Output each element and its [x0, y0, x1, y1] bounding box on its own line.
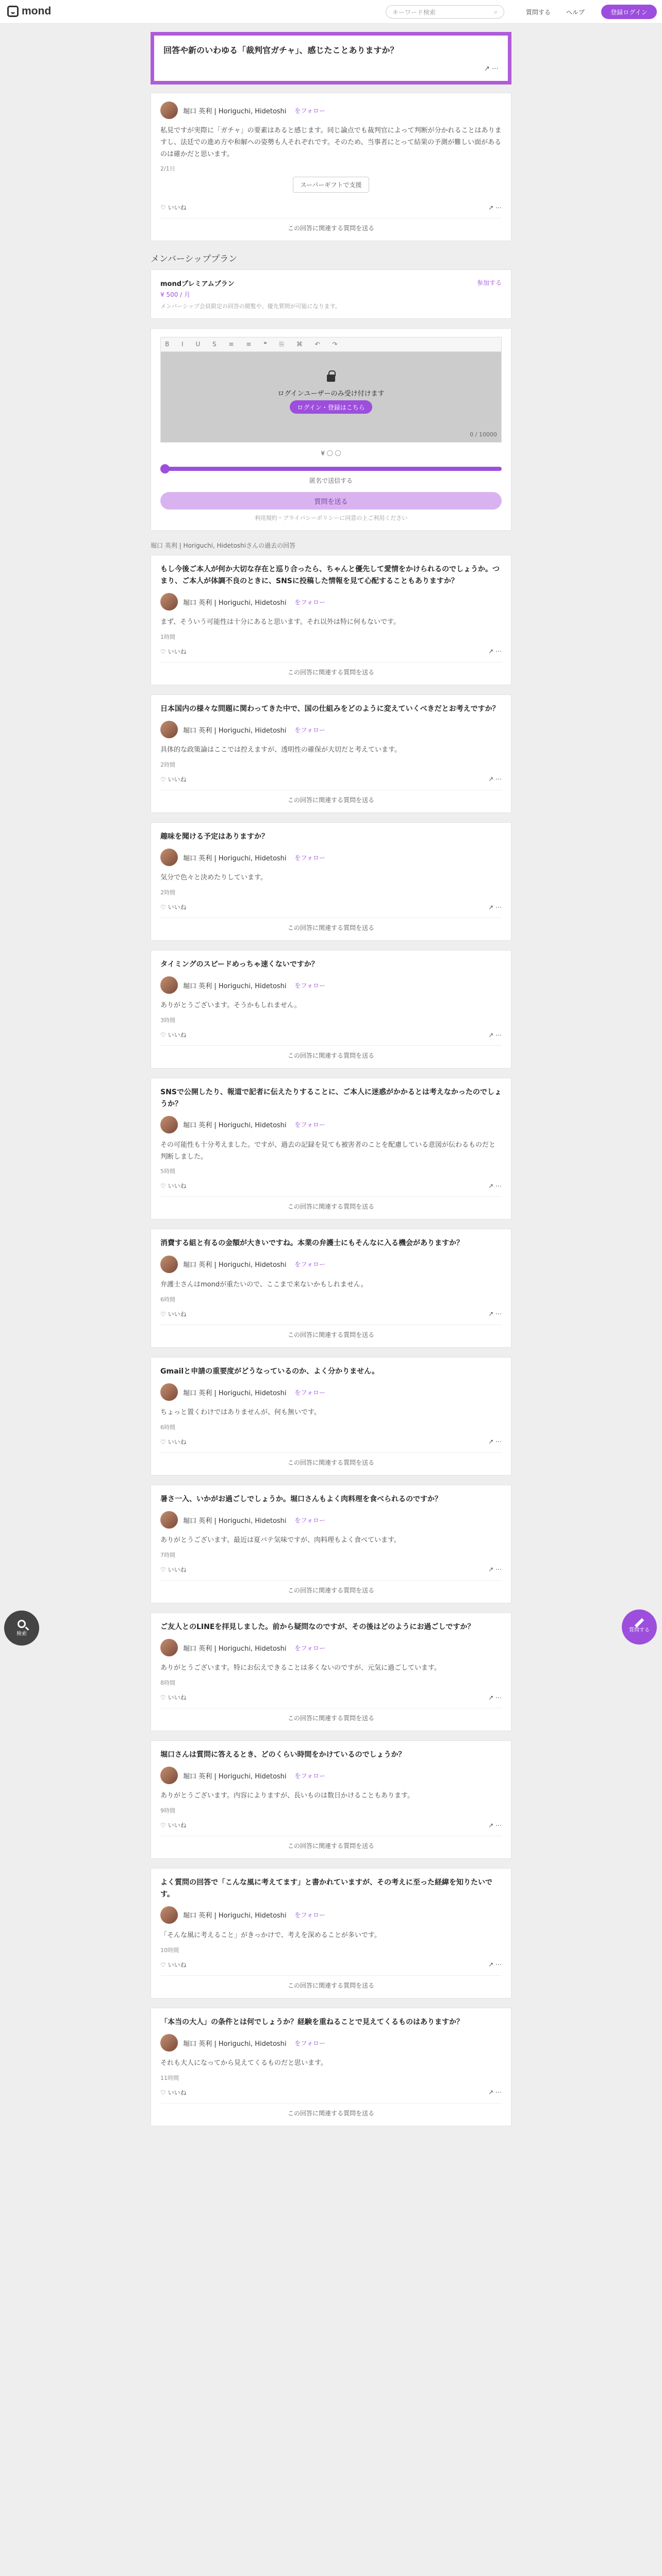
submit-button[interactable]: 質問を送る [160, 492, 502, 510]
help-link[interactable]: ヘルプ [566, 9, 585, 16]
answer-date: 2時間 [160, 889, 175, 896]
question-text[interactable]: 消費する組と有るの金額が大きいですね。本業の弁護士にもそんなに入る機会がありますか？ [160, 1239, 464, 1248]
avatar[interactable] [160, 1511, 178, 1529]
logo[interactable] [7, 5, 51, 18]
logo-icon [7, 6, 19, 17]
answer-body: 私見ですが実際に「ガチャ」の要素はあると感じます。同じ論点でも裁判官によって判断が分かれることはありますし、法廷での進め方や和解への姿勢も人それぞれです。そのため、当事者にとって結果の予測が難しい面があるのは確かだと思います。 [160, 127, 502, 158]
answerer-name[interactable]: 堀口 英利 | Horiguchi, Hidetoshi [183, 1122, 287, 1130]
answer-body: それも大人になってから見えてくるものだと思います。 [160, 2059, 327, 2067]
answer-date: 9時間 [160, 1807, 175, 1815]
answer-card [151, 2008, 511, 2126]
question-text[interactable]: SNSで公開したり、報道で記者に伝えたりすることに、ご本人に迷惑がかかるとは考えなかったのでしょうか？ [160, 1088, 502, 1108]
login-label: 登録ログイン [610, 8, 648, 16]
editor-toolbar[interactable]: B I U S ≡ ≡ ❝ ⎘ ⌘ ↶ ↷ [160, 337, 502, 352]
answerer-name[interactable]: 堀口 英利 | Horiguchi, Hidetoshi [183, 107, 287, 115]
like-button[interactable]: ♡ いいね [160, 1031, 187, 1039]
related-question-link[interactable]: この回答に関連する質問を送る [160, 2103, 502, 2117]
answer-date: 8時間 [160, 1680, 175, 1687]
answer-card [151, 694, 511, 813]
slider-thumb[interactable] [160, 464, 170, 473]
answer-body: ちょっと置くわけではありませんが、何も無いです。 [160, 1409, 321, 1417]
related-question-link[interactable]: この回答に関連する質問を送る [160, 1708, 502, 1722]
search-placeholder: キーワード検索 [392, 8, 436, 16]
share-icon[interactable]: ↗ ⋯ [488, 1031, 502, 1039]
question-text[interactable]: Gmailと申請の重要度がどうなっているのか、よく分かりません。 [160, 1367, 379, 1376]
answer-card [151, 822, 511, 941]
question-text[interactable]: 「本当の大人」の条件とは何でしょうか？経験を重ねることで見えてくるものはありますか？ [160, 2018, 464, 2026]
membership-card [151, 269, 511, 319]
float-ask-label: 質問する [629, 1627, 650, 1633]
price-selector[interactable]: ¥ 〇 〇 [321, 450, 341, 457]
question-text[interactable]: 堀口さんは質問に答えるとき、どのくらい時間をかけているのでしょうか？ [160, 1751, 406, 1759]
answer-body: 弁護士さんはmondが重たいので、ここまで来ないかもしれません。 [160, 1280, 368, 1289]
answer-date: 10時間 [160, 1946, 179, 1954]
share-icon[interactable]: ↗ ⋯ [488, 1566, 502, 1573]
question-text[interactable]: よく質問の回答で「こんな風に考えてます」と書かれていますが、その考えに至った経緯を知りたいです。 [160, 1878, 492, 1899]
terms-note: 利用規約・プライバシーポリシーに同意の上ご利用ください [254, 515, 408, 522]
answerer-name[interactable]: 堀口 英利 | Horiguchi, Hidetoshi [183, 2040, 287, 2048]
lock-icon [327, 375, 335, 382]
question-text[interactable]: タイミングのスピードめっちゃ速くないですか？ [160, 960, 319, 969]
related-question-link[interactable]: この回答に関連する質問を送る [160, 790, 502, 804]
share-icon[interactable]: ↗ ⋯ [488, 1310, 502, 1318]
main-column [151, 32, 511, 2136]
answer-date: 2時間 [160, 761, 175, 768]
related-question-link[interactable]: この回答に関連する質問を送る [160, 1580, 502, 1595]
float-search-label: 検索 [16, 1631, 27, 1637]
membership-desc: メンバーシップ会員限定の回答の閲覧や、優先質問が可能になります。 [160, 303, 341, 310]
question-text[interactable]: もし今後ご本人が何か大切な存在と巡り合ったら、ちゃんと優先して愛情をかけられるのでしょうか。つまり、ご本人が体調不良のときに、SNSに投稿した情報を見て心配することもありますか？ [160, 565, 500, 585]
like-button[interactable]: ♡ いいね [160, 1566, 187, 1573]
related-question-link[interactable]: この回答に関連する質問を送る [160, 918, 502, 932]
like-button[interactable]: ♡ いいね [160, 1438, 187, 1446]
follow-button[interactable]: をフォロー [294, 1644, 325, 1652]
avatar[interactable] [160, 593, 178, 611]
price-slider[interactable] [160, 467, 502, 471]
gift-button[interactable]: スーパーギフトで支援 [293, 177, 370, 193]
search-input[interactable] [386, 5, 504, 19]
follow-button[interactable]: をフォロー [294, 1772, 325, 1780]
answerer-name[interactable]: 堀口 英利 | Horiguchi, Hidetoshi [183, 726, 287, 735]
answer-card [151, 1078, 511, 1219]
answer-body: 気分で色々と決めたりしています。 [160, 874, 267, 882]
membership-join-link[interactable]: 参加する [476, 279, 502, 287]
search-icon [18, 1620, 26, 1628]
like-button[interactable]: ♡ いいね [160, 1310, 187, 1318]
answerer-name[interactable]: 堀口 英利 | Horiguchi, Hidetoshi [183, 1772, 287, 1781]
answer-body: 「そんな風に考えること」がきっかけで、考えを深めることが多いです。 [160, 1931, 381, 1939]
answerer-name[interactable]: 堀口 英利 | Horiguchi, Hidetoshi [183, 599, 287, 607]
float-search-button[interactable] [4, 1611, 39, 1646]
share-icon[interactable]: ↗ ⋯ [488, 903, 502, 911]
share-icon[interactable]: ↗ ⋯ [488, 1182, 502, 1190]
answer-card [151, 1229, 511, 1347]
answer-date: 7時間 [160, 1551, 175, 1558]
avatar[interactable] [160, 101, 178, 119]
answer-card [151, 950, 511, 1069]
like-button[interactable]: ♡ いいね [160, 1961, 187, 1969]
share-icon[interactable]: ↗ ⋯ [488, 648, 502, 655]
share-icon[interactable]: ↗ ⋯ [488, 1438, 502, 1446]
float-ask-button[interactable] [622, 1609, 657, 1645]
answer-card [151, 1868, 511, 1998]
avatar[interactable] [160, 2034, 178, 2052]
answer-body: 具体的な政策論はここでは控えますが、透明性の確保が大切だと考えています。 [160, 746, 401, 754]
like-button[interactable]: ♡ いいね [160, 2089, 187, 2096]
membership-price: ¥ 500 / 月 [160, 291, 191, 299]
answerer-name[interactable]: 堀口 英利 | Horiguchi, Hidetoshi [183, 1912, 287, 1920]
share-icon[interactable]: ↗ ⋯ [488, 1961, 502, 1969]
avatar[interactable] [160, 1906, 178, 1924]
login-required-note: ログインユーザーのみ受け付けます [277, 390, 385, 398]
char-counter: 0 / 10000 [470, 431, 497, 438]
question-text[interactable]: 暑さ一入、いかがお過ごしでしょうか。堀口さんもよく肉料理を食べられるのですか？ [160, 1495, 442, 1503]
answer-body: ありがとうございます。内容によりますが、長いものは数日かけることもあります。 [160, 1792, 414, 1800]
answerer-name[interactable]: 堀口 英利 | Horiguchi, Hidetoshi [183, 1645, 287, 1653]
answer-date: 6時間 [160, 1423, 175, 1431]
related-question-link[interactable]: この回答に関連する質問を送る [160, 1045, 502, 1060]
answer-date: 6時間 [160, 1296, 175, 1303]
follow-button[interactable]: をフォロー [294, 1911, 325, 1919]
question-editor [151, 328, 511, 531]
share-icon[interactable]: ↗ ⋯ [488, 1821, 502, 1829]
share-icon[interactable]: ↗ ⋯ [488, 1693, 502, 1701]
answer-body: ありがとうございます。特にお伝えできることは多くないのですが、元気に過ごしています。 [160, 1664, 441, 1672]
answer-card [151, 1357, 511, 1476]
answerer-name[interactable]: 堀口 英利 | Horiguchi, Hidetoshi [183, 1517, 287, 1525]
avatar[interactable] [160, 721, 178, 738]
like-button[interactable]: ♡ いいね [160, 648, 187, 655]
question-text[interactable]: 日本国内の様々な問題に関わってきた中で、国の仕組みをどのように変えていくべきだとお考えですか？ [160, 704, 500, 713]
answer-card [151, 555, 511, 685]
editor-login-button[interactable]: ログイン・登録はこちら [290, 400, 372, 414]
answer-card [151, 1613, 511, 1731]
answerer-name[interactable]: 堀口 英利 | Horiguchi, Hidetoshi [183, 854, 287, 862]
share-icon[interactable]: ↗ ⋯ [488, 2089, 502, 2096]
answer-card [151, 93, 511, 241]
avatar[interactable] [160, 1256, 178, 1273]
related-question-link[interactable]: この回答に関連する質問を送る [160, 1196, 502, 1211]
question-hero [151, 32, 511, 84]
related-question-link[interactable]: この回答に関連する質問を送る [160, 218, 502, 232]
related-question-link[interactable]: この回答に関連する質問を送る [160, 1836, 502, 1850]
related-question-link[interactable]: この回答に関連する質問を送る [160, 1452, 502, 1467]
follow-button[interactable]: をフォロー [294, 726, 325, 734]
answer-body: ありがとうございます。そうかもしれません。 [160, 1002, 301, 1010]
follow-button[interactable]: をフォロー [294, 598, 325, 606]
related-question-link[interactable]: この回答に関連する質問を送る [160, 1975, 502, 1990]
logo-text: mond [22, 5, 52, 17]
follow-button[interactable]: をフォロー [294, 981, 325, 989]
question-text[interactable]: ご友人とのLINEを拝見しました。前から疑問なのですが、その後はどのようにお過ごしですか？ [160, 1622, 475, 1631]
question-text[interactable]: 趣味を聞ける予定はありますか？ [160, 832, 269, 841]
like-button[interactable]: ♡ いいね [160, 775, 187, 783]
follow-button[interactable]: をフォロー [294, 2039, 325, 2047]
follow-button[interactable]: をフォロー [294, 1388, 325, 1396]
related-question-link[interactable]: この回答に関連する質問を送る [160, 1325, 502, 1339]
top-bar [0, 0, 662, 24]
answer-card [151, 1485, 511, 1603]
like-button[interactable]: ♡ いいね [160, 904, 187, 911]
follow-button[interactable]: をフォロー [294, 1261, 325, 1268]
answerer-name[interactable]: 堀口 英利 | Horiguchi, Hidetoshi [183, 1389, 287, 1397]
share-icon[interactable]: ↗ ⋯ [484, 65, 499, 73]
answerer-name[interactable]: 堀口 英利 | Horiguchi, Hidetoshi [183, 1261, 287, 1269]
like-button[interactable]: ♡ いいね [160, 1182, 187, 1190]
related-question-link[interactable]: この回答に関連する質問を送る [160, 662, 502, 676]
follow-button[interactable]: をフォロー [294, 1516, 325, 1524]
answer-body: その可能性も十分考えました。ですが、過去の記録を見ても被害者のことを配慮している意図が伝わるものだと判断しました。 [160, 1141, 496, 1161]
answer-body: まず、そういう可能性は十分にあると思います。それ以外は特に何もないです。 [160, 618, 400, 626]
share-icon[interactable]: ↗ ⋯ [488, 204, 502, 211]
answer-body: ありがとうございます。最近は夏バテ気味ですが、肉料理もよく食べています。 [160, 1536, 401, 1545]
answer-date: 5時間 [160, 1168, 175, 1175]
avatar[interactable] [160, 849, 178, 866]
search-icon: ⌕ [494, 8, 498, 15]
anonymous-checkbox[interactable]: 匿名で送信する [309, 477, 353, 485]
avatar[interactable] [160, 976, 178, 994]
share-icon[interactable]: ↗ ⋯ [488, 775, 502, 783]
answer-date: 1時間 [160, 633, 175, 640]
answers-list [151, 555, 511, 2126]
like-button[interactable]: ♡ いいね [160, 1694, 187, 1702]
avatar[interactable] [160, 1116, 178, 1133]
avatar[interactable] [160, 1767, 178, 1784]
answer-card [151, 1740, 511, 1859]
follow-button[interactable]: をフォロー [294, 854, 325, 861]
avatar[interactable] [160, 1639, 178, 1656]
editor-textarea[interactable] [160, 352, 502, 443]
question-title: 回答や新のいわゆる「裁判官ガチャ」、感じたことありますか？ [163, 45, 399, 55]
login-button[interactable] [601, 5, 657, 19]
post-link[interactable]: 質問する [526, 9, 551, 16]
membership-section-title: メンバーシッププラン [151, 254, 238, 265]
like-button[interactable]: ♡ いいね [160, 1822, 187, 1829]
like-button[interactable]: ♡ いいね [160, 204, 187, 212]
follow-button[interactable]: をフォロー [294, 107, 325, 114]
answer-date: 11時間 [160, 2074, 179, 2081]
follow-button[interactable]: をフォロー [294, 1121, 325, 1129]
membership-title: mondプレミアムプラン [160, 280, 235, 289]
avatar[interactable] [160, 1383, 178, 1401]
answer-date: 3時間 [160, 1017, 175, 1024]
answerer-name[interactable]: 堀口 英利 | Horiguchi, Hidetoshi [183, 982, 287, 990]
past-answers-heading: 堀口 英利 | Horiguchi, Hidetoshiさんの過去の回答 [151, 542, 296, 550]
answer-date: 2/1日 [160, 165, 175, 173]
